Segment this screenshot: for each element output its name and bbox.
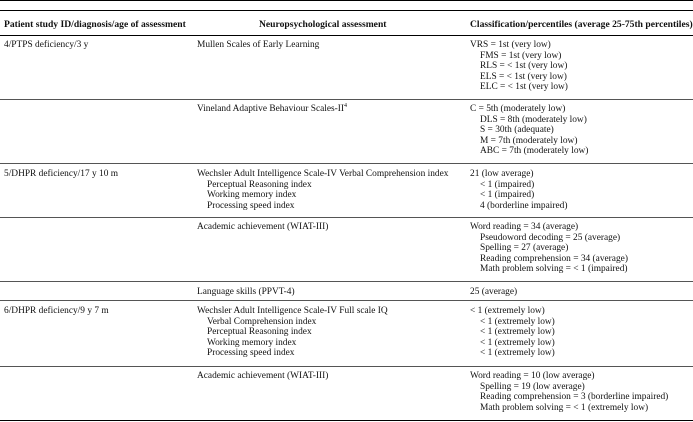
classification-line: Math problem solving = < 1 (impaired) (480, 264, 628, 275)
assessment-line: Processing speed index (207, 200, 295, 211)
classification-line: RLS = < 1st (very low) (480, 61, 568, 72)
patient-cell: 4/PTPS deficiency/3 y (4, 40, 89, 50)
classification-line: < 1 (extremely low) (480, 337, 555, 348)
classification-line: DLS = 8th (moderately low) (480, 114, 587, 125)
assessment-line: Wechsler Adult Intelligence Scale-IV Verbal Comprehension index (197, 169, 449, 179)
assessment-line: Perceptual Reasoning index (207, 327, 312, 338)
table-bottom-rule (0, 420, 693, 421)
classification-line: ABC = 7th (moderately low) (480, 146, 589, 157)
classification-line: Word reading = 10 (low average) (470, 371, 595, 381)
assessment-line: Language skills (PPVT-4) (197, 287, 295, 297)
classification-line: < 1 (extremely low) (470, 306, 545, 316)
table-header-top-rule (0, 10, 693, 11)
classification-line: 21 (low average) (470, 169, 534, 179)
row-divider (0, 281, 693, 282)
assessment-cell (197, 287, 295, 298)
classification-line: Spelling = 19 (low average) (480, 381, 585, 392)
patient-cell: 5/DHPR deficiency/17 y 10 m (4, 169, 119, 179)
classification-line: < 1 (impaired) (480, 190, 535, 201)
classification-cell (470, 40, 568, 93)
classification-line: Reading comprehension = 34 (average) (480, 253, 628, 264)
assessment-line: Verbal Comprehension index (207, 316, 317, 327)
classification-line: 25 (average) (470, 287, 518, 297)
patient-cell: 6/DHPR deficiency/9 y 7 m (4, 306, 109, 316)
assessment-line (197, 104, 347, 115)
classification-line: < 1 (extremely low) (480, 327, 555, 338)
assessment-line: Processing speed index (207, 348, 295, 359)
row-divider (0, 163, 693, 164)
table-header-bottom-rule (0, 35, 693, 36)
classification-line: S = 30th (adequate) (480, 125, 554, 136)
assessment-line: Working memory index (207, 337, 297, 348)
classification-cell (470, 169, 567, 211)
classification-line: M = 7th (moderately low) (480, 135, 578, 146)
assessment-cell (197, 169, 448, 211)
classification-cell (470, 371, 668, 413)
column-header-classification: Classification/percentiles (average 25-75th percentiles) (470, 19, 693, 30)
assessment-line: Academic achievement (WIAT-III) (197, 222, 329, 232)
row-divider (0, 300, 693, 301)
classification-line: Math problem solving = < 1 (extremely low) (480, 402, 649, 413)
classification-line: < 1 (impaired) (480, 179, 535, 190)
assessment-cell (197, 104, 347, 115)
assessment-text: Vineland Adaptive Behaviour Scales-II (197, 104, 345, 114)
classification-cell (470, 287, 517, 298)
classification-line: ELS = < 1st (very low) (480, 71, 567, 82)
column-header-assessment: Neuropsychological assessment (259, 19, 387, 30)
assessment-line: Working memory index (207, 190, 297, 201)
classification-line: < 1 (extremely low) (480, 348, 555, 359)
table-top-rule (0, 0, 693, 1)
classification-line: VRS = 1st (very low) (470, 40, 551, 50)
classification-line: ELC = < 1st (very low) (480, 82, 568, 93)
classification-cell (470, 222, 628, 275)
classification-line: C = 5th (moderately low) (470, 104, 566, 114)
column-header-patient: Patient study ID/diagnosis/age of assessment (4, 19, 186, 30)
classification-line: < 1 (extremely low) (480, 316, 555, 327)
assessment-line: Academic achievement (WIAT-III) (197, 371, 329, 381)
classification-line: FMS = 1st (very low) (480, 50, 562, 61)
assessment-line: Mullen Scales of Early Learning (197, 40, 320, 50)
footnote-marker: 4 (344, 103, 348, 109)
row-divider (0, 217, 693, 218)
classification-cell (470, 104, 588, 157)
classification-line: Pseudoword decoding = 25 (average) (480, 232, 621, 243)
classification-line: Word reading = 34 (average) (470, 222, 579, 232)
assessment-cell (197, 222, 328, 233)
row-divider (0, 99, 693, 100)
assessment-line: Perceptual Reasoning index (207, 179, 312, 190)
assessment-cell (197, 371, 328, 382)
assessment-line: Wechsler Adult Intelligence Scale-IV Full scale IQ (197, 306, 388, 316)
classification-line: 4 (borderline impaired) (480, 200, 568, 211)
assessment-cell (197, 306, 388, 359)
row-divider (0, 366, 693, 367)
classification-cell (470, 306, 555, 359)
classification-line: Spelling = 27 (average) (480, 243, 569, 254)
assessment-cell (197, 40, 319, 51)
classification-line: Reading comprehension = 3 (borderline impaired) (480, 392, 669, 403)
